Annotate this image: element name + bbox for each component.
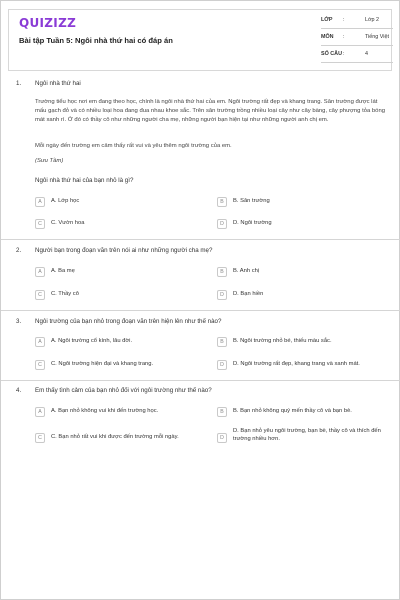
option-letter-box: A [35,337,45,347]
answer-option-d[interactable] [217,288,387,303]
answer-option-a[interactable] [35,265,205,280]
option-letter-box: C [35,290,45,300]
option-label: D. Ngôi trường [233,220,272,226]
option-label: B. Anh chị [233,268,260,274]
option-label: B. Bạn nhỏ không quý mến thầy cô và bạn bè. [233,408,352,414]
meta-colon: : [343,17,345,23]
answer-option-c[interactable] [35,358,205,373]
option-label: D. Bạn hiền [233,291,264,297]
question-number: 4. [16,387,22,394]
answer-option-d[interactable] [217,217,387,232]
question-number: 2. [16,247,22,254]
option-label: D. Ngôi trường rất đẹp, khang trang và xanh mát. [233,361,360,367]
answer-option-c[interactable] [35,288,205,303]
option-label: C. Bạn nhỏ rất vui khi được đến trường mỗi ngày. [51,434,179,440]
answer-option-b[interactable] [217,405,393,420]
page-title: Bài tập Tuần 5: Ngôi nhà thứ hai có đáp án [19,36,173,45]
answer-option-c[interactable] [35,431,211,446]
option-letter-box: B [217,197,227,207]
option-label: A. Ngôi trường cổ kính, lâu đời. [51,338,133,344]
option-label: C. Vườn hoa [51,220,85,226]
answer-option-a[interactable] [35,405,205,420]
answer-option-b[interactable] [217,195,387,210]
meta-divider [321,28,393,29]
option-letter-box: D [217,433,227,443]
meta-value: Lớp 2 [365,17,380,23]
option-letter-box: D [217,219,227,229]
option-letter-box: B [217,267,227,277]
question-prompt: Ngôi nhà thứ hai của bạn nhỏ là gì? [35,177,134,184]
answer-option-c[interactable] [35,217,205,232]
option-letter-box: A [35,407,45,417]
meta-divider [321,62,393,63]
option-letter-box: B [217,407,227,417]
meta-divider [321,45,393,46]
meta-value: Tiếng Việt [365,34,389,40]
question-prompt: Em thấy tình cảm của bạn nhỏ đối với ngôi trường như thế nào? [35,387,212,394]
meta-label: LỚP [321,17,333,23]
answer-option-b[interactable] [217,265,387,280]
question-prompt: Người bạn trong đoạn văn trên nói ai như những người cha mẹ? [35,247,213,254]
option-letter-box: C [35,360,45,370]
question-divider [1,380,400,381]
question-divider [1,310,400,311]
passage-title: Ngôi nhà thứ hai [35,80,81,87]
option-label: A. Bạn nhỏ không vui khi đến trường học. [51,408,159,414]
option-letter-box: C [35,219,45,229]
answer-option-d[interactable] [217,427,393,449]
worksheet-header [8,9,392,71]
passage-paragraph: Trường tiểu học nơi em đang theo học, chính là ngôi nhà thứ hai của em. Ngôi trường rất đẹp và khang trang. Sân trường được lát mấu gạch đỏ và có nhiều loại hoa đang đua nhau khoe sắc. Trên sân trường trồng nhiều loại cây như cây bàng, cây phượng tỏa bóng mát xanh rì. Ở đó có thầy cô như những người cha mẹ, những người bạn hiện tại như những người anh chị em. [35,99,385,123]
option-label: C. Thầy cô [51,291,79,297]
option-letter-box: A [35,197,45,207]
passage-source: (Sưu Tầm) [35,158,64,164]
option-label: A. Ba mẹ [51,268,75,274]
answer-option-a[interactable] [35,335,205,350]
question-prompt: Ngôi trường của bạn nhỏ trong đoạn văn trên hiện lên như thế nào? [35,318,222,325]
option-label: D. Bạn nhỏ yêu ngôi trường, bạn bè, thầy cô và thích đến trường nhiều hơn. [233,428,381,442]
option-letter-box: B [217,337,227,347]
question-divider [1,239,400,240]
option-label: B. Ngôi trường nhỏ bé, thiếu màu sắc. [233,338,332,344]
answer-option-a[interactable] [35,195,205,210]
meta-label: SỐ CÂU [321,51,342,57]
meta-colon: : [343,34,345,40]
meta-value: 4 [365,51,368,57]
option-letter-box: A [35,267,45,277]
option-letter-box: D [217,360,227,370]
meta-colon: : [343,51,345,57]
quizizz-logo: QUIZIZZ [19,16,77,30]
answer-option-d[interactable] [217,358,393,373]
option-letter-box: C [35,433,45,443]
option-label: C. Ngôi trường hiện đại và khang trang. [51,361,154,367]
question-number: 3. [16,318,22,325]
option-letter-box: D [217,290,227,300]
option-label: A. Lớp học [51,198,80,204]
question-number: 1. [16,80,22,87]
option-label: B. Sân trường [233,198,270,204]
passage-paragraph: Mỗi ngày đến trường em cảm thấy rất vui và yêu thêm ngôi trường của em. [35,143,232,149]
answer-option-b[interactable] [217,335,393,350]
meta-label: MÔN [321,34,334,40]
